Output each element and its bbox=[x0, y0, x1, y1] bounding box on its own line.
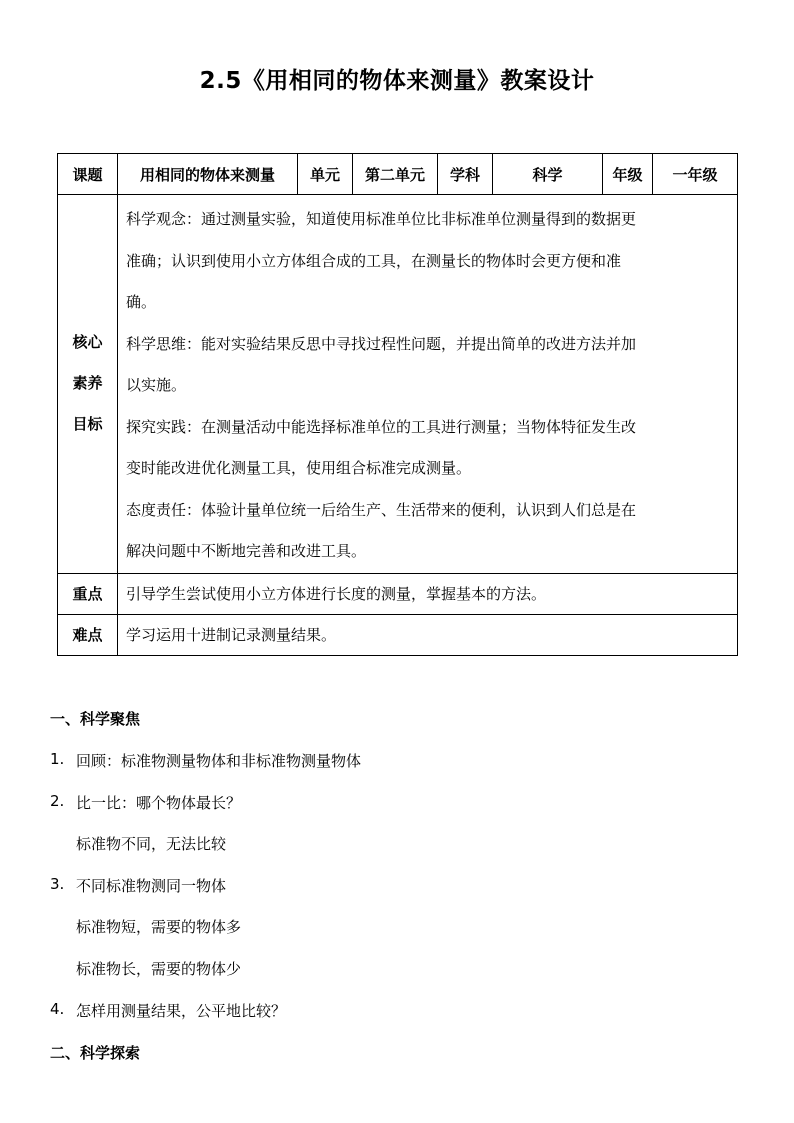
difficulty-row bbox=[58, 614, 738, 655]
difficulty-text: 学习运用十进制记录测量结果。 bbox=[118, 614, 738, 655]
core-goal-line: 解决问题中不断地完善和改进工具。 bbox=[126, 542, 367, 560]
list-item-number: 2. bbox=[50, 792, 65, 810]
unit-value: 第二单元 bbox=[353, 154, 438, 195]
core-goal-line: 确。 bbox=[126, 293, 157, 311]
list-item: 比一比：哪个物体最长？ bbox=[76, 794, 242, 812]
core-goal-line: 准确；认识到使用小立方体组合成的工具，在测量长的物体时会更方便和准 bbox=[126, 251, 622, 270]
grade-value: 一年级 bbox=[653, 154, 738, 195]
list-item: 怎样用测量结果，公平地比较？ bbox=[76, 1002, 287, 1020]
core-goals-content bbox=[118, 195, 738, 574]
subject-value: 科学 bbox=[493, 154, 603, 195]
list-item: 回顾：标准物测量物体和非标准物测量物体 bbox=[76, 752, 362, 770]
page-title: 2.5《用相同的物体来测量》教案设计 bbox=[199, 68, 595, 94]
key-point-row bbox=[58, 573, 738, 614]
key-point-label: 重点 bbox=[58, 573, 118, 614]
topic-label: 课题 bbox=[58, 154, 118, 195]
unit-label: 单元 bbox=[298, 154, 353, 195]
list-item-number: 1. bbox=[50, 750, 65, 768]
difficulty-label: 难点 bbox=[58, 614, 118, 655]
list-item-number: 3. bbox=[50, 875, 65, 893]
core-goal-line: 变时能改进优化测量工具，使用组合标准完成测量。 bbox=[126, 459, 472, 477]
table-header-row bbox=[58, 154, 738, 195]
list-item: 不同标准物测同一物体 bbox=[76, 877, 227, 895]
list-subitem: 标准物短，需要的物体多 bbox=[76, 918, 242, 936]
grade-label: 年级 bbox=[603, 154, 653, 195]
core-goals-row bbox=[58, 195, 738, 574]
core-goals-label: 核心 素养 目标 bbox=[58, 195, 118, 574]
core-goal-line: 科学观念：通过测量实验，知道使用标准单位比非标准单位测量得到的数据更 bbox=[126, 210, 637, 228]
subject-label: 学科 bbox=[438, 154, 493, 195]
core-goal-line: 科学思维：能对实验结果反思中寻找过程性问题，并提出简单的改进方法并加 bbox=[126, 334, 637, 353]
topic-value: 用相同的物体来测量 bbox=[118, 154, 298, 195]
core-goal-line: 探究实践：在测量活动中能选择标准单位的工具进行测量；当物体特征发生改 bbox=[126, 417, 637, 436]
section-heading-focus: 一、科学聚焦 bbox=[50, 710, 141, 728]
key-point-text: 引导学生尝试使用小立方体进行长度的测量，掌握基本的方法。 bbox=[118, 573, 738, 614]
lesson-plan-table bbox=[57, 153, 738, 656]
list-item-number: 4. bbox=[50, 1000, 65, 1018]
core-goal-line: 态度责任：体验计量单位统一后给生产、生活带来的便利，认识到人们总是在 bbox=[126, 500, 637, 519]
list-subitem: 标准物长，需要的物体少 bbox=[76, 960, 242, 978]
core-goal-line: 以实施。 bbox=[126, 376, 187, 394]
list-subitem: 标准物不同，无法比较 bbox=[76, 835, 227, 853]
section-heading-explore: 二、科学探索 bbox=[50, 1044, 141, 1062]
